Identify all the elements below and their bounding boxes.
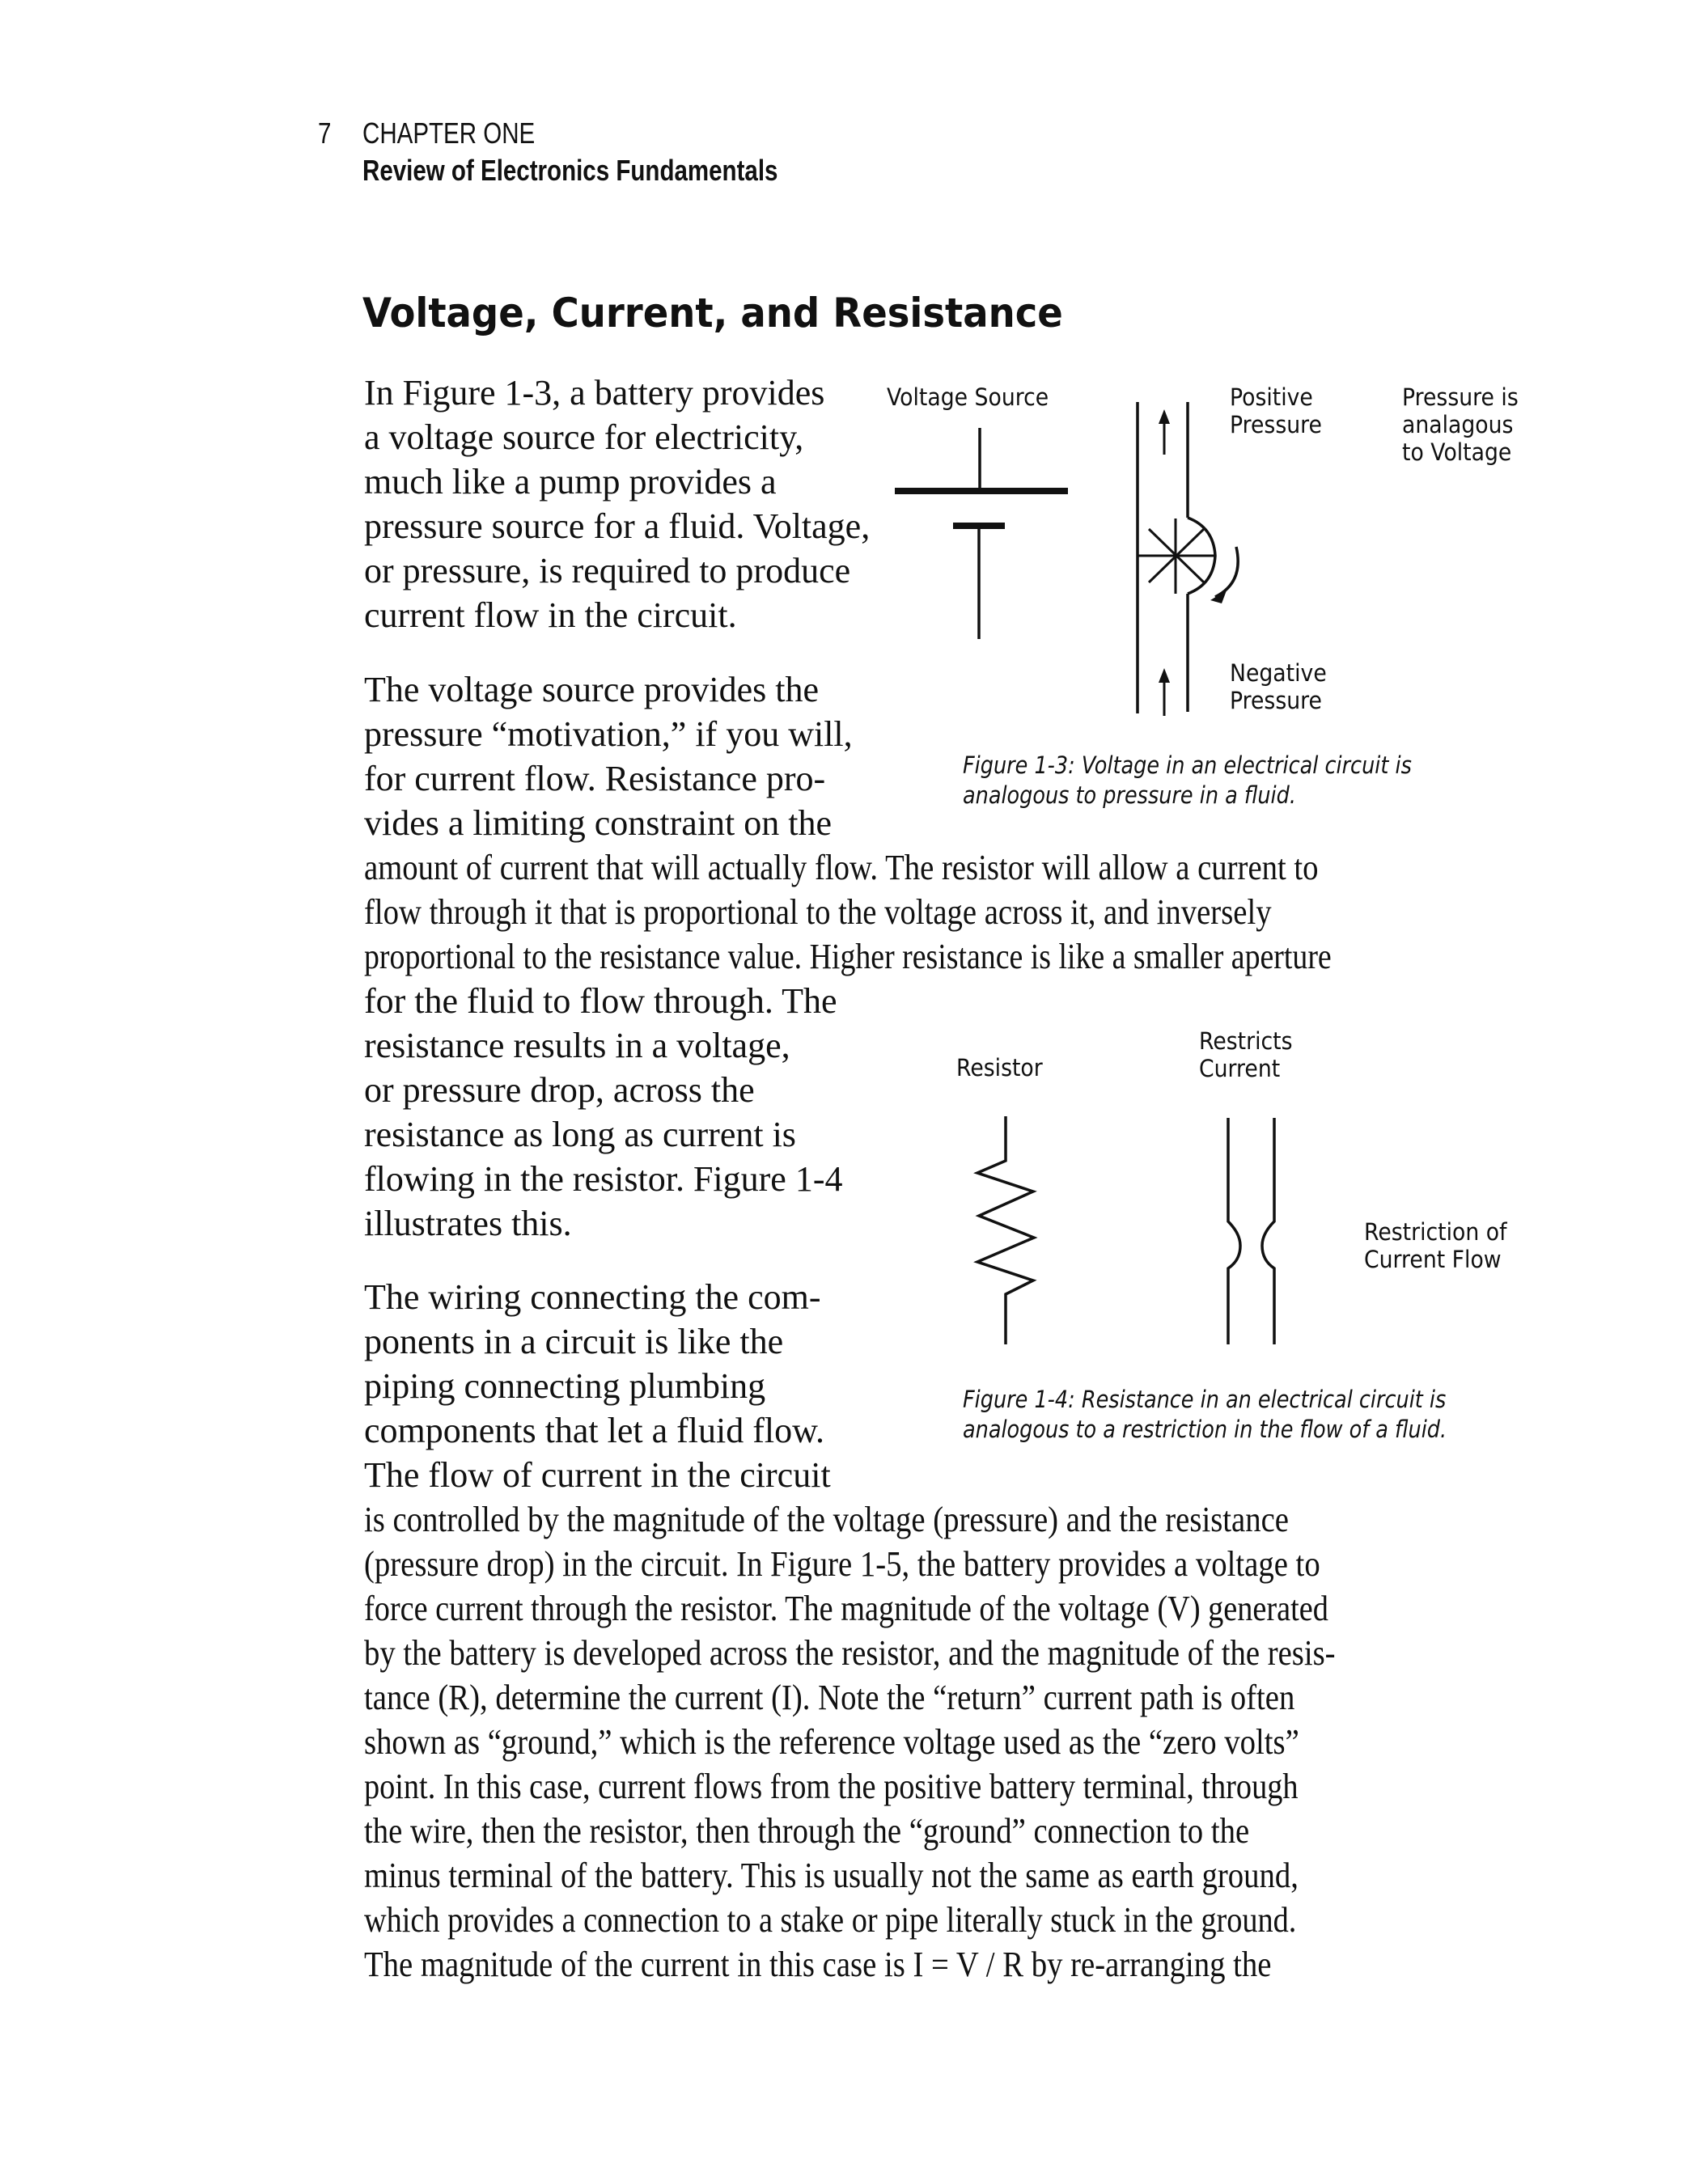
pipe-restriction-icon [1228, 1118, 1274, 1344]
text-line: resistance as long as current is [364, 1115, 796, 1154]
text-line: piping connecting plumbing [364, 1366, 766, 1406]
chapter-title: Review of Electronics Fundamentals [362, 154, 778, 187]
text-line: the wire, then the resistor, then through the “ground” connection to the [364, 1811, 1250, 1851]
text-line: by the battery is developed across the resistor, and the magnitude of the resis- [364, 1633, 1336, 1673]
text-line: proportional to the resistance value. Higher resistance is like a smaller aperture [364, 937, 1332, 976]
text-line: illustrates this. [364, 1204, 572, 1243]
caption-line: analogous to a restriction in the flow of a fluid. [963, 1416, 1447, 1443]
text-line: for the fluid to flow through. The [364, 981, 837, 1021]
label-line: Positive [1230, 383, 1313, 411]
resistor-symbol-icon [977, 1116, 1034, 1344]
text-line: force current through the resistor. The magnitude of the voltage (V) generated [364, 1589, 1328, 1628]
text-line: which provides a connection to a stake or pipe literally stuck in the ground. [364, 1900, 1297, 1940]
text-line: is controlled by the magnitude of the voltage (pressure) and the resistance [364, 1500, 1289, 1539]
text-line: flowing in the resistor. Figure 1-4 [364, 1159, 843, 1199]
text-line: The wiring connecting the com- [364, 1277, 821, 1317]
caption-line: analogous to pressure in a fluid. [963, 781, 1296, 809]
resistor-label: Resistor [956, 1054, 1043, 1081]
text-line: tance (R), determine the current (I). Note the “return” current path is often [364, 1678, 1295, 1717]
text-line: for current flow. Resistance pro- [364, 759, 826, 798]
text-line: amount of current that will actually flow. The resistor will allow a current to [364, 848, 1319, 887]
chapter-label: CHAPTER ONE [362, 116, 536, 150]
page-number: 7 [318, 116, 331, 150]
text-line: shown as “ground,” which is the reference voltage used as the “zero volts” [364, 1722, 1299, 1762]
text-line: current flow in the circuit. [364, 595, 737, 635]
label-line: Current Flow [1364, 1246, 1502, 1273]
text-line: ponents in a circuit is like the [364, 1322, 784, 1361]
battery-symbol-icon [895, 428, 1068, 639]
text-line: much like a pump provides a [364, 462, 777, 502]
label-line: analagous [1402, 411, 1514, 438]
text-line: The magnitude of the current in this case is I = V / R by re-arranging the [364, 1945, 1272, 1984]
caption-line: Figure 1-4: Resistance in an electrical circuit is [963, 1386, 1447, 1413]
text-line: or pressure drop, across the [364, 1070, 755, 1110]
text-line: flow through it that is proportional to the voltage across it, and inversely [364, 892, 1272, 932]
text-line: pressure “motivation,” if you will, [364, 714, 853, 754]
voltage-source-label: Voltage Source [887, 383, 1049, 411]
text-line: (pressure drop) in the circuit. In Figure 1-5, the battery provides a voltage to [364, 1544, 1320, 1584]
rotation-arrow-icon [1215, 547, 1238, 597]
text-line: vides a limiting constraint on the [364, 803, 833, 843]
text-line: point. In this case, current flows from the positive battery terminal, through [364, 1767, 1299, 1806]
label-line: Pressure [1230, 687, 1322, 714]
label-line: Negative [1230, 659, 1327, 687]
section-heading: Voltage, Current, and Resistance [362, 290, 1063, 336]
pump-impeller-icon [1138, 402, 1215, 713]
label-line: Restriction of [1364, 1218, 1507, 1246]
text-line: a voltage source for electricity, [364, 417, 804, 457]
text-line: pressure source for a fluid. Voltage, [364, 506, 871, 546]
text-line: The voltage source provides the [364, 670, 820, 709]
label-line: to Voltage [1402, 438, 1512, 466]
text-line: The flow of current in the circuit [364, 1455, 831, 1495]
text-line: or pressure, is required to produce [364, 551, 851, 590]
label-line: Restricts [1199, 1027, 1293, 1055]
text-line: components that let a fluid flow. [364, 1411, 825, 1450]
text-line: minus terminal of the battery. This is usually not the same as earth ground, [364, 1856, 1299, 1895]
caption-line: Figure 1-3: Voltage in an electrical circuit is [963, 751, 1412, 779]
text-line: resistance results in a voltage, [364, 1026, 790, 1065]
label-line: Pressure [1230, 411, 1322, 438]
label-line: Pressure is [1402, 383, 1519, 411]
label-line: Current [1199, 1055, 1281, 1082]
text-line: In Figure 1-3, a battery provides [364, 373, 825, 413]
